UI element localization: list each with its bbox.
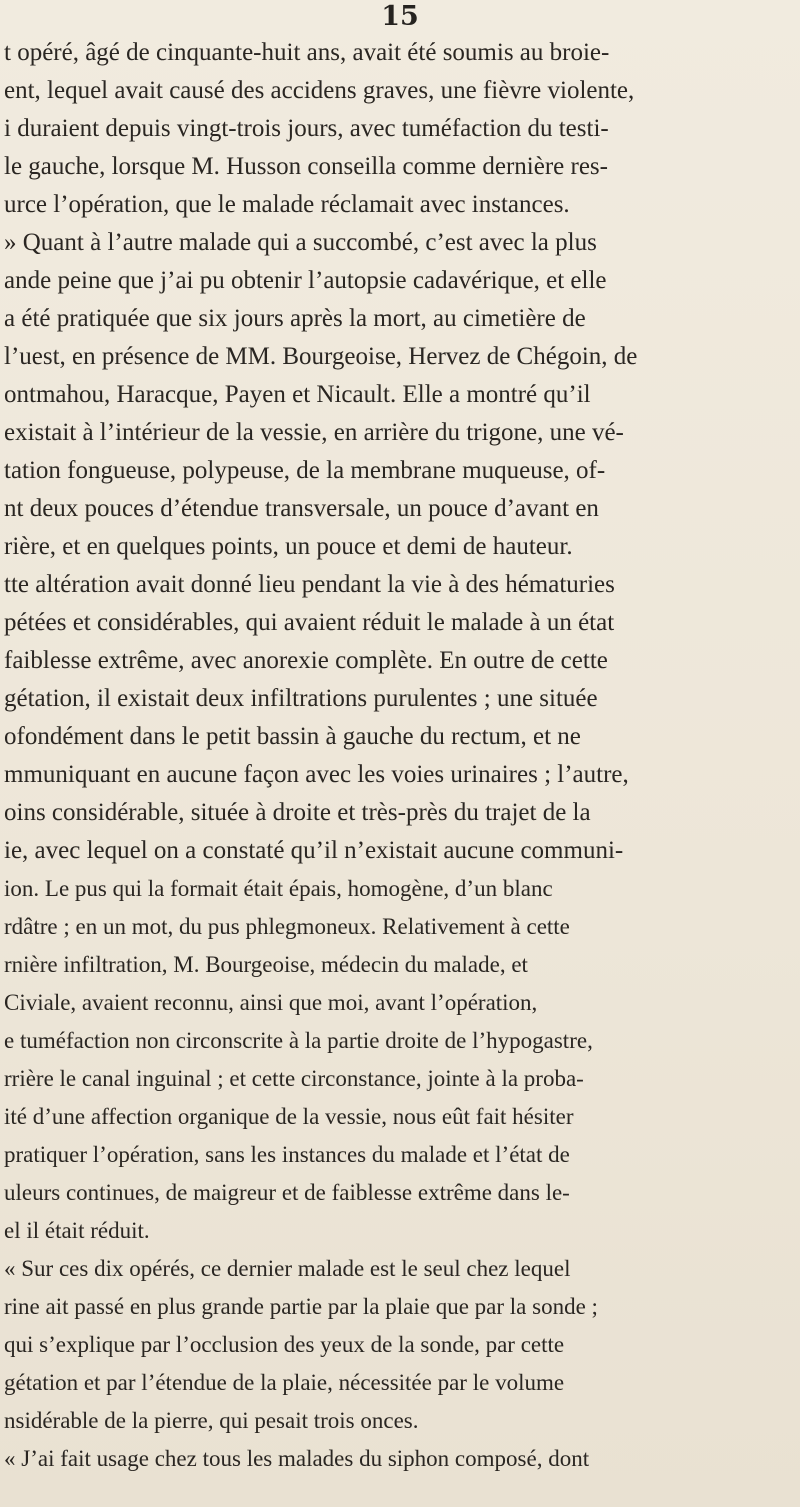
text-line: nsidérable de la pierre, qui pesait trois onces. — [4, 1408, 419, 1433]
text-line: gétation et par l’étendue de la plaie, nécessitée par le volume — [4, 1370, 565, 1395]
text-line: i duraient depuis vingt-trois jours, avec tuméfaction du testi- — [4, 115, 609, 142]
text-line: gétation, il existait deux infiltrations purulentes ; une située — [4, 685, 598, 712]
text-line: l’uest, en présence de MM. Bourgeoise, Hervez de Chégoin, de — [4, 343, 638, 370]
text-line: urce l’opération, que le malade réclamait avec instances. — [4, 191, 570, 218]
text-line: rière, et en quelques points, un pouce et demi de hauteur. — [4, 533, 573, 560]
text-line: a été pratiquée que six jours après la mort, au cimetière de — [4, 305, 586, 332]
text-line: « Sur ces dix opérés, ce dernier malade est le seul chez lequel — [4, 1256, 571, 1281]
text-line: e tuméfaction non circonscrite à la partie droite de l’hypogastre, — [4, 1028, 593, 1053]
text-line: le gauche, lorsque M. Husson conseilla comme dernière res- — [4, 153, 608, 180]
text-line: pétées et considérables, qui avaient réduit le malade à un état — [4, 609, 615, 636]
text-line: rnière infiltration, M. Bourgeoise, médecin du malade, et — [4, 952, 528, 977]
text-line: qui s’explique par l’occlusion des yeux de la sonde, par cette — [4, 1332, 565, 1357]
text-line: « J’ai fait usage chez tous les malades du siphon composé, dont — [4, 1446, 590, 1471]
text-line: ie, avec lequel on a constaté qu’il n’existait aucune communi- — [4, 837, 624, 864]
text-line: ontmahou, Haracque, Payen et Nicault. Elle a montré qu’il — [4, 381, 591, 408]
text-line: ande peine que j’ai pu obtenir l’autopsie cadavérique, et elle — [4, 267, 607, 294]
text-line: t opéré, âgé de cinquante-huit ans, avait été soumis au broie- — [4, 39, 610, 66]
text-line: ion. Le pus qui la formait était épais, homogène, d’un blanc — [4, 876, 553, 901]
text-line: tation fongueuse, polypeuse, de la membrane muqueuse, of- — [4, 457, 606, 484]
text-line: pratiquer l’opération, sans les instances du malade et l’état de — [4, 1142, 570, 1167]
text-line: rrière le canal inguinal ; et cette circonstance, jointe à la proba- — [4, 1066, 584, 1091]
text-line: ofondément dans le petit bassin à gauche du rectum, et ne — [4, 723, 581, 750]
text-line: rine ait passé en plus grande partie par la plaie que par la sonde ; — [4, 1294, 598, 1319]
body-text — [0, 36, 800, 1507]
text-line: faiblesse extrême, avec anorexie complète. En outre de cette — [4, 647, 608, 674]
text-line: el il était réduit. — [4, 1218, 150, 1243]
text-line: oins considérable, située à droite et très-près du trajet de la — [4, 799, 591, 826]
text-line: mmuniquant en aucune façon avec les voies urinaires ; l’autre, — [4, 761, 629, 788]
text-line: rdâtre ; en un mot, du pus phlegmoneux. Relativement à cette — [4, 914, 570, 939]
text-line: nt deux pouces d’étendue transversale, un pouce d’avant en — [4, 495, 599, 522]
text-line: ent, lequel avait causé des accidens graves, une fièvre violente, — [4, 77, 635, 104]
text-line: » Quant à l’autre malade qui a succombé, c’est avec la plus — [4, 229, 597, 256]
text-line: uleurs continues, de maigreur et de faiblesse extrême dans le- — [4, 1180, 570, 1205]
text-line: existait à l’intérieur de la vessie, en arrière du trigone, une vé- — [4, 419, 624, 446]
text-line: ité d’une affection organique de la vessie, nous eût fait hésiter — [4, 1104, 574, 1129]
text-line: tte altération avait donné lieu pendant la vie à des hématuries — [4, 571, 615, 598]
page-number: 15 — [381, 1, 419, 32]
text-line: Civiale, avaient reconnu, ainsi que moi, avant l’opération, — [4, 990, 538, 1015]
